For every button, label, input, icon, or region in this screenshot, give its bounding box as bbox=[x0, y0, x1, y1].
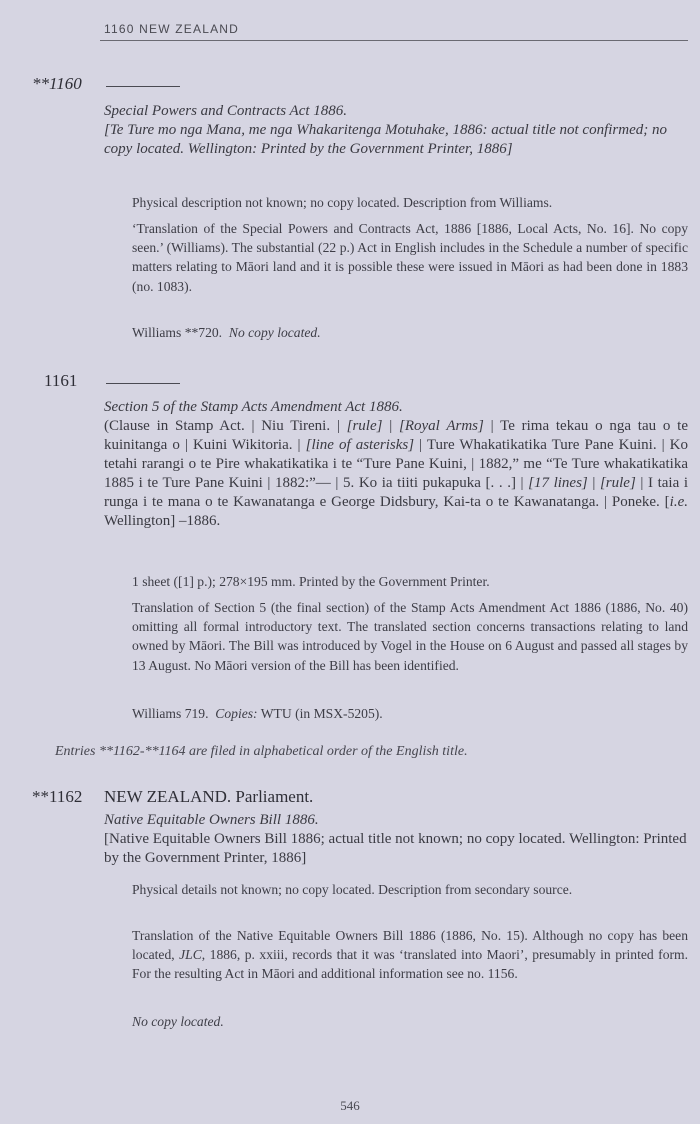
entry-1160-ref-text: Williams **720. bbox=[132, 325, 223, 340]
note-part: Translation of the Native Equitable Owners Bill 1886 (1886, No. 15). Although no copy has been located, bbox=[132, 928, 688, 963]
entries-filing-note: Entries **1162-**1164 are filed in alphabetical order of the English title. bbox=[55, 744, 468, 759]
transcription-part: | Te rima tekau o nga tau o te kuinitanga o | Kuini Wikitoria. | bbox=[104, 418, 688, 453]
note-part: , 1886, p. xxiii, records that it was ‘translated into Maori’, presumably in printed form. For the resulting Act in Māori and additional information see no. 1156. bbox=[132, 947, 688, 982]
note-italic: JLC bbox=[179, 947, 202, 963]
entry-number-1160: **1160 bbox=[32, 74, 82, 93]
transcription-italic: [rule] bbox=[599, 475, 636, 491]
entry-1160-ref-italic: No copy located. bbox=[228, 325, 321, 340]
entry-1160-ref bbox=[132, 323, 688, 342]
entry-1162-note bbox=[132, 926, 688, 984]
entry-1162-heading: NEW ZEALAND. Parliament. bbox=[104, 787, 314, 806]
running-head: 1160 NEW ZEALAND bbox=[104, 22, 240, 36]
entry-1161-ref-italic: Copies: bbox=[215, 706, 258, 721]
entry-1162-bracket: [Native Equitable Owners Bill 1886; actual title not known; no copy located. Wellington: Printed by the Government Printer, 1886] bbox=[104, 831, 687, 866]
header-rule bbox=[100, 40, 688, 41]
transcription-italic: [Royal Arms] bbox=[399, 418, 484, 434]
entry-1161-transcription bbox=[104, 417, 688, 531]
entry-1160-physical: Physical description not known; no copy located. Description from Williams. bbox=[132, 195, 553, 210]
entry-1160-note: ‘Translation of the Special Powers and Contracts Act, 1886 [1886, Local Acts, No. 16]. No copy seen.’ (Williams). The substantial (22 p.) Act in English includes in the Schedule a number of specific matters relating to Māori land and it is possible these were issued in Māori as had been done in 1883 (no. 1083). bbox=[132, 221, 688, 294]
transcription-italic: [17 lines] bbox=[528, 475, 588, 491]
transcription-part: | bbox=[382, 418, 399, 434]
transcription-part: | bbox=[587, 475, 600, 491]
entry-dash-1161 bbox=[106, 383, 180, 384]
entry-1161-ref-tail: WTU (in MSX-5205). bbox=[257, 706, 383, 721]
transcription-italic: [rule] bbox=[346, 418, 383, 434]
entry-1161-title-block bbox=[104, 398, 688, 531]
entry-1161-ref bbox=[132, 704, 688, 723]
entry-1162-title: Native Equitable Owners Bill 1886. bbox=[104, 812, 319, 828]
page-number: 546 bbox=[340, 1098, 360, 1113]
entry-number-1162: **1162 bbox=[32, 787, 83, 806]
transcription-italic: [line of asterisks] bbox=[305, 437, 415, 453]
transcription-italic: i.e. bbox=[669, 494, 688, 510]
entry-1161-physical: 1 sheet ([1] p.); 278×195 mm. Printed by the Government Printer. bbox=[132, 574, 490, 589]
entry-1161-ref-text: Williams 719. bbox=[132, 706, 209, 721]
entry-1160-title: Special Powers and Contracts Act 1886. bbox=[104, 103, 348, 119]
transcription-part: | Ture Whakatikatika Ture Pane Kuini. | Ko tetahi rarangi o te Pire whakatikatika i te “Ture Pane Kuini, | 1882,” me “Te Ture whakatikatika 1885 i te Ture Pane Kuini | 1882:”— | 5. Ko ia tiiti pukapuka [. . .] | bbox=[104, 437, 688, 491]
transcription-part: (Clause in Stamp Act. | Niu Tireni. | bbox=[104, 418, 347, 434]
entry-1162-physical: Physical details not known; no copy located. Description from secondary source. bbox=[132, 882, 573, 897]
transcription-part: | I taia i runga i te mana o te Kawanatanga e George Didsbury, Kai-ta o te Kawanatanga. | Poneke. [ bbox=[104, 475, 688, 510]
entry-1160-bracket: [Te Ture mo nga Mana, me nga Whakaritenga Motuhake, 1886: actual title not confirmed; no copy located. Wellington: Printed by the Government Printer, 1886] bbox=[104, 122, 667, 157]
entry-1160-title-block bbox=[104, 102, 688, 159]
entry-number-1161: 1161 bbox=[44, 371, 78, 390]
entry-1162-title-block bbox=[104, 811, 688, 868]
entry-dash-1160 bbox=[106, 86, 180, 87]
entry-1162-ref-italic: No copy located. bbox=[132, 1014, 224, 1029]
transcription-part: Wellington] –1886. bbox=[104, 513, 221, 529]
entry-1161-title: Section 5 of the Stamp Acts Amendment Act 1886. bbox=[104, 399, 403, 415]
entry-1161-note: Translation of Section 5 (the final section) of the Stamp Acts Amendment Act 1886 (1886, No. 40) omitting all formal introductory text. The translated section concerns transactions relating to land owned by Māori. The Bill was introduced by Vogel in the House on 6 August and passed all stages by 13 August. No Māori version of the Bill has been identified. bbox=[132, 600, 688, 673]
